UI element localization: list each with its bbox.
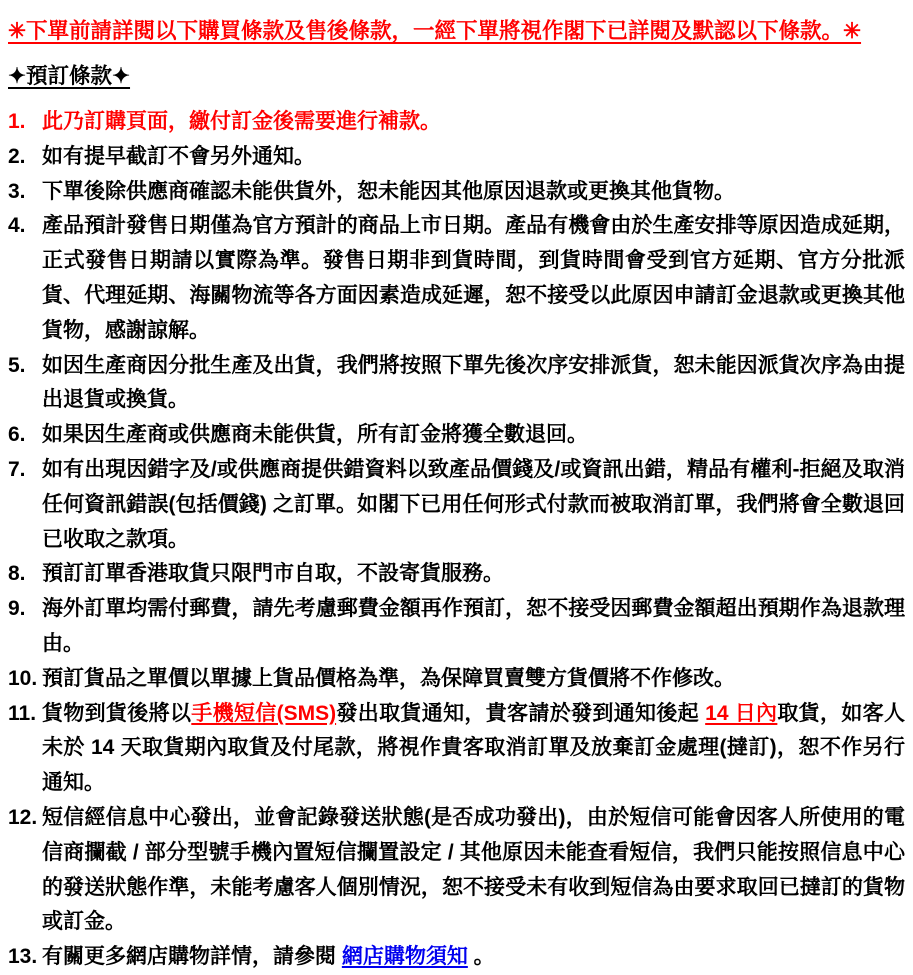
term-number: 9. — [8, 597, 26, 621]
term-number: 4. — [8, 214, 26, 238]
term-text — [42, 175, 905, 210]
term-text — [42, 662, 905, 697]
term-item — [8, 418, 905, 453]
store-shopping-notice-link[interactable]: 網店購物須知 — [341, 945, 468, 969]
term-text — [42, 105, 905, 140]
term-text-run: 貨物到貨後將以 — [42, 701, 192, 725]
term-item — [8, 662, 905, 697]
term-number: 5. — [8, 353, 26, 377]
term-number: 6. — [8, 423, 26, 447]
term-text-run: 預訂貨品之單價以單據上貨品價格為準，為保障買賣雙方貨價將不作修改。 — [42, 666, 735, 690]
term-item — [8, 453, 905, 557]
term-item — [8, 697, 905, 801]
term-text-run: 發出取貨通知，貴客請於發到通知後起 — [336, 701, 706, 725]
terms-list — [8, 105, 905, 975]
term-item — [8, 209, 905, 348]
section-title — [8, 59, 905, 93]
term-text — [42, 349, 905, 419]
term-text-run: 下單後除供應商確認未能供貨外，恕未能因其他原因退款或更換其他貨物。 — [42, 179, 735, 203]
term-text-emphasis: 手機短信(SMS) — [191, 701, 337, 725]
term-text-run: 預訂訂單香港取貨只限門市自取，不設寄貨服務。 — [42, 562, 504, 586]
term-item — [8, 175, 905, 210]
term-number: 7. — [8, 457, 26, 481]
term-text — [42, 557, 905, 592]
term-text — [42, 453, 905, 557]
term-number: 2. — [8, 144, 26, 168]
term-item — [8, 140, 905, 175]
term-text-run: 如果因生產商或供應商未能供貨，所有訂金將獲全數退回。 — [42, 423, 588, 447]
term-text-run: 有關更多網店購物詳情，請參閱 — [42, 945, 342, 969]
term-number: 12. — [8, 805, 38, 829]
term-text-run: 如有出現因錯字及/或供應商提供錯資料以致產品價錢及/或資訊出錯，精品有權利-拒絕及取消任何資訊錯誤(包括價錢) 之訂單。如閣下已用任何形式付款而被取消訂單，我們將會全數退回已收取之款項。 — [42, 457, 905, 551]
term-item — [8, 105, 905, 140]
term-text — [42, 418, 905, 453]
term-number: 8. — [8, 562, 26, 586]
term-text-run: 。 — [467, 945, 495, 969]
term-number: 11. — [8, 701, 37, 725]
term-text-run: 產品預計發售日期僅為官方預計的商品上市日期。產品有機會由於生產安排等原因造成延期，正式發售日期請以實際為準。發售日期非到貨時間，到貨時間會受到官方延期、官方分批派貨、代理延期、海關物流等各方面因素造成延遲，恕不接受以此原因申請訂金退款或更換其他貨物，感謝諒解。 — [42, 214, 905, 342]
term-number: 3. — [8, 179, 26, 203]
term-item — [8, 557, 905, 592]
term-text — [42, 801, 905, 940]
term-number: 10. — [8, 666, 38, 690]
term-item — [8, 940, 905, 975]
pre-order-notice-banner: ✳下單前請詳閱以下購買條款及售後條款，一經下單將視作閣下已詳閱及默認以下條款。✳ — [8, 19, 862, 43]
term-text-run: 海外訂單均需付郵費，請先考慮郵費金額再作預訂，恕不接受因郵費金額超出預期作為退款理由。 — [42, 597, 905, 655]
term-number: 1. — [8, 110, 26, 133]
term-text-run: 此乃訂購頁面，繳付訂金後需要進行補款。 — [42, 110, 441, 133]
term-text — [42, 209, 905, 348]
term-text-run: 如因生產商因分批生產及出貨，我們將按照下單先後次序安排派貨，恕未能因派貨次序為由提出退貨或換貨。 — [42, 353, 905, 412]
term-text — [42, 940, 905, 975]
term-text-run: 短信經信息中心發出，並會記錄發送狀態(是否成功發出)，由於短信可能會因客人所使用的電信商攔截 / 部分型號手機內置短信攔置設定 / 其他原因未能查看短信，我們只能按照信息中心的發送狀態作準，未能考慮客人個別情況，恕不接受未有收到短信為由要求取回已撻訂的貨物或訂金。 — [42, 805, 905, 934]
term-text-run: 取貨，如客人未於 14 天取貨期內取貨及付尾款，將視作貴客取消訂單及放棄訂金處理(撻訂)，恕不作另行通知。 — [42, 701, 905, 795]
term-text-emphasis: 14 日內 — [705, 701, 778, 725]
term-text-run: 如有提早截訂不會另外通知。 — [42, 144, 315, 168]
term-text — [42, 592, 905, 662]
term-text — [42, 140, 905, 175]
term-item — [8, 592, 905, 662]
term-item — [8, 349, 905, 419]
term-text — [42, 697, 905, 801]
term-item — [8, 801, 905, 940]
section-title-text: ✦預訂條款✦ — [8, 64, 131, 88]
term-number: 13. — [8, 945, 38, 969]
